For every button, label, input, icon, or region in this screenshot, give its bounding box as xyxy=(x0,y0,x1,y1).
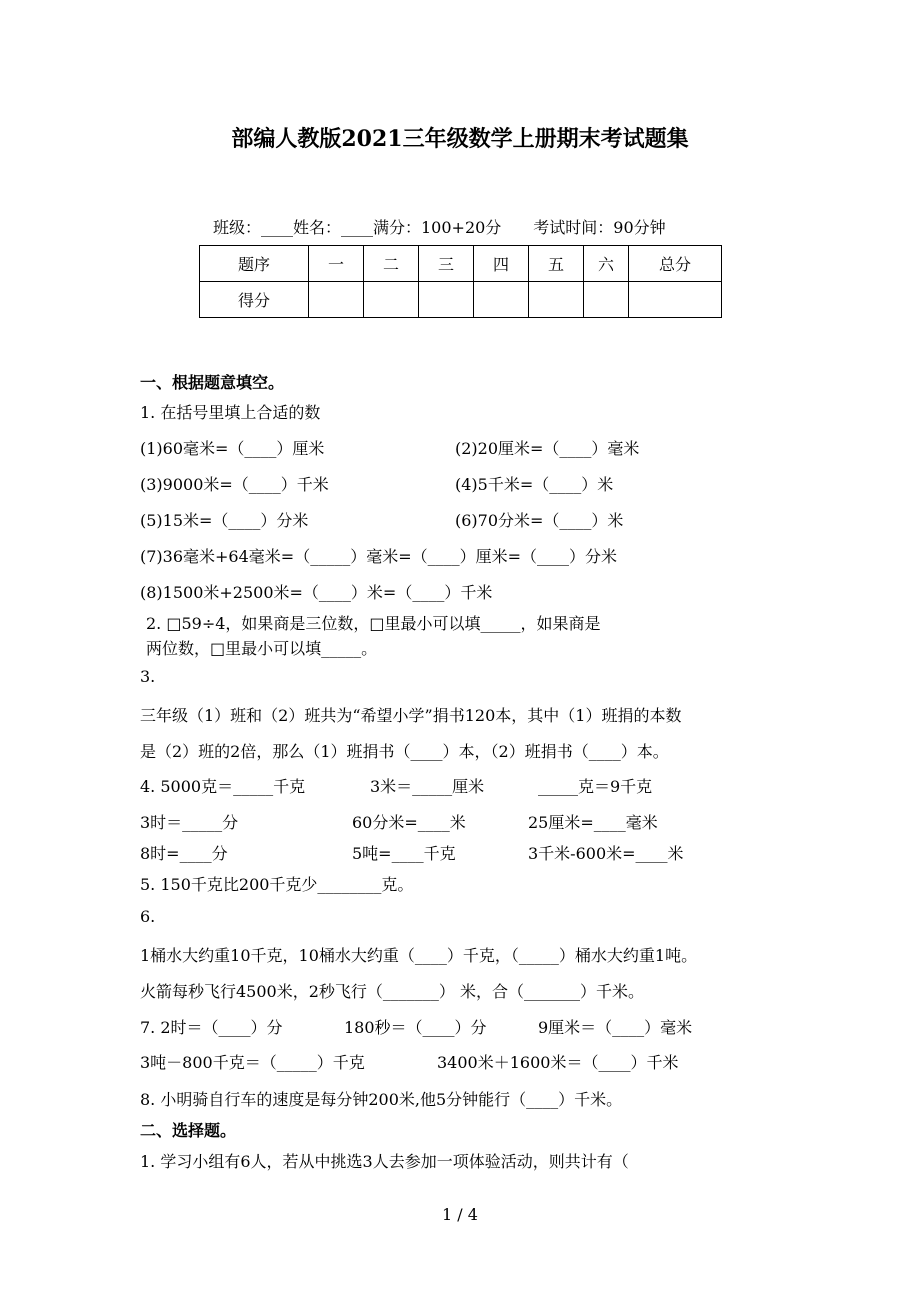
question-item: 5吨=____千克 xyxy=(352,844,456,863)
table-cell: 总分 xyxy=(629,246,722,282)
table-row xyxy=(200,282,722,318)
question-item: 3时＝_____分 xyxy=(140,813,239,832)
question-line: 1. 学习小组有6人，若从中挑选3人去参加一项体验活动，则共计有（ xyxy=(140,1152,629,1171)
question-number: 3. xyxy=(140,667,156,686)
question-line: 两位数，□里最小可以填_____。 xyxy=(146,639,378,658)
question-item: (6)70分米=（____）米 xyxy=(455,511,624,530)
question-item: 3400米＋1600米＝（____）千米 xyxy=(437,1053,679,1072)
table-cell: 二 xyxy=(364,246,419,282)
question-line: 火箭每秒飞行4500米，2秒飞行（_______） 米，合（_______）千米。 xyxy=(140,982,644,1001)
score-cell[interactable] xyxy=(309,282,364,318)
table-cell: 一 xyxy=(309,246,364,282)
question-line: 8. 小明骑自行车的速度是每分钟200米,他5分钟能行（____）千米。 xyxy=(140,1090,623,1109)
question-item: 3吨－800千克＝（_____）千克 xyxy=(140,1053,365,1072)
table-cell: 得分 xyxy=(200,282,309,318)
question-line: 2. □59÷4，如果商是三位数，□里最小可以填_____，如果商是 xyxy=(146,614,601,633)
table-cell: 六 xyxy=(584,246,629,282)
score-cell[interactable] xyxy=(629,282,722,318)
question-line: 三年级（1）班和（2）班共为“希望小学”捐书120本，其中（1）班捐的本数 xyxy=(140,706,682,725)
question-item: (5)15米=（____）分米 xyxy=(140,511,309,530)
question-line: 5. 150千克比200千克少________克。 xyxy=(140,875,414,894)
table-cell: 三 xyxy=(419,246,474,282)
question-item: 4. 5000克＝_____千克 xyxy=(140,777,306,796)
question-number: 6. xyxy=(140,907,156,926)
page-title: 部编人教版2021三年级数学上册期末考试题集 xyxy=(231,126,689,152)
question-item: 25厘米=____毫米 xyxy=(528,813,658,832)
question-line: 是（2）班的2倍，那么（1）班捐书（____）本，（2）班捐书（____）本。 xyxy=(140,742,669,761)
score-cell[interactable] xyxy=(529,282,584,318)
question-item: (3)9000米=（____）千米 xyxy=(140,475,329,494)
table-cell: 五 xyxy=(529,246,584,282)
page-number: 1 / 4 xyxy=(442,1205,478,1224)
score-cell[interactable] xyxy=(364,282,419,318)
question-item: 3千米-600米=____米 xyxy=(528,844,684,863)
question-item: 9厘米＝（____）毫米 xyxy=(538,1018,693,1037)
exam-info: 班级：____姓名：____满分：100+20分 考试时间：90分钟 xyxy=(213,218,666,237)
question-item: 60分米=____米 xyxy=(352,813,466,832)
section-heading: 一、根据题意填空。 xyxy=(140,373,285,392)
question-item: 180秒＝（____）分 xyxy=(344,1018,487,1037)
table-cell: 题序 xyxy=(200,246,309,282)
question-item: (7)36毫米+64毫米=（_____）毫米=（____）厘米=（____）分米 xyxy=(140,547,618,566)
question-item: (4)5千米=（____）米 xyxy=(455,475,614,494)
question-item: 8时=____分 xyxy=(140,844,228,863)
score-cell[interactable] xyxy=(474,282,529,318)
question-line: 1桶水大约重10千克，10桶水大约重（____）千克，（_____）桶水大约重1吨。 xyxy=(140,946,698,965)
table-row xyxy=(200,246,722,282)
question-item: _____克＝9千克 xyxy=(538,777,653,796)
question-item: 3米＝_____厘米 xyxy=(370,777,485,796)
question-item: (1)60毫米=（____）厘米 xyxy=(140,439,325,458)
table-cell: 四 xyxy=(474,246,529,282)
score-table xyxy=(199,245,722,318)
question-item: 7. 2时＝（____）分 xyxy=(140,1018,283,1037)
section-heading: 二、选择题。 xyxy=(140,1121,237,1140)
question-item: (8)1500米+2500米=（____）米=（____）千米 xyxy=(140,583,493,602)
score-cell[interactable] xyxy=(419,282,474,318)
score-cell[interactable] xyxy=(584,282,629,318)
question-stem: 1. 在括号里填上合适的数 xyxy=(140,403,321,422)
question-item: (2)20厘米=（____）毫米 xyxy=(455,439,640,458)
